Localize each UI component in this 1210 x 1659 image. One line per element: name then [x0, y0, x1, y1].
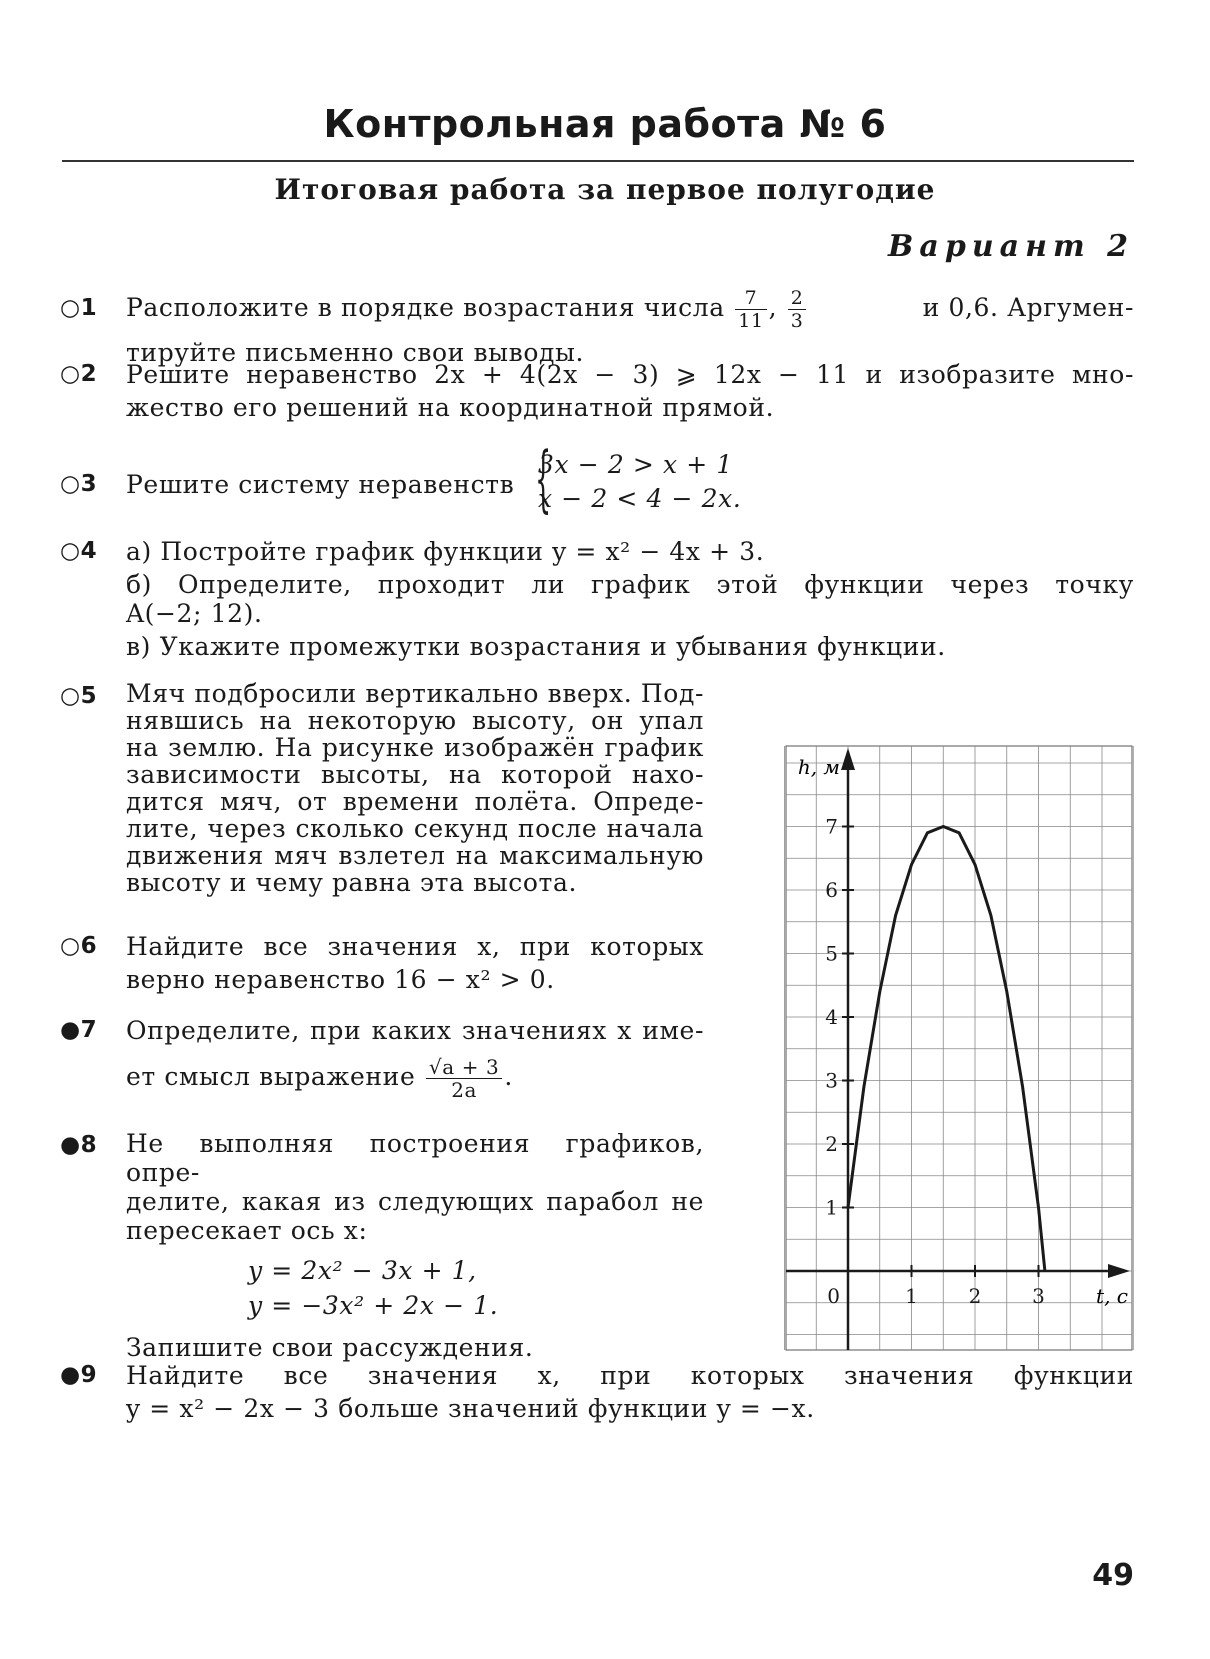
- x-axis-arrow: [1108, 1264, 1130, 1278]
- system-line: x − 2 < 4 − 2x.: [538, 484, 742, 513]
- system-brace: {: [535, 436, 552, 520]
- task-text: y = x² − 2x − 3 больше значений функции y = −x.: [126, 1394, 815, 1423]
- fraction-7-11: $\frac{7}{11}$: [735, 287, 766, 332]
- x-tick-label: 3: [1032, 1284, 1045, 1308]
- task-text: верно неравенство 16 − x² > 0.: [126, 965, 555, 994]
- x-tick-label: 2: [968, 1284, 982, 1308]
- task-text: б) Определите, проходит ли график этой функции через точку: [126, 570, 1134, 599]
- x-tick-label: 0: [827, 1284, 840, 1308]
- y-tick-label: 3: [825, 1068, 838, 1093]
- task-text: движения мяч взлетел на максимальную: [126, 841, 704, 870]
- task-marker: ○2: [60, 361, 98, 387]
- task-text: дится мяч, от времени полёта. Опреде-: [126, 787, 704, 816]
- radical-fraction: $\frac{√a + 3}{2a}$: [426, 1056, 502, 1101]
- variant-label: Вариант 2: [888, 229, 1134, 264]
- page-subtitle: Итоговая работа за первое полугодие: [274, 173, 936, 206]
- task-text: делите, какая из следующих парабол не: [126, 1187, 704, 1216]
- task-marker: ○5: [60, 683, 98, 709]
- task-text: тируйте письменно свои выводы.: [126, 338, 585, 367]
- task-text: Не выполняя построения графиков, опре-: [126, 1129, 704, 1187]
- task-text: нявшись на некоторую высоту, он упал: [126, 706, 704, 735]
- y-tick-label: 4: [825, 1005, 838, 1029]
- parabola-1: y = 2x² − 3x + 1,: [248, 1256, 477, 1285]
- task-text: в) Укажите промежутки возрастания и убывания функции.: [126, 632, 946, 661]
- task-text: жество его решений на координатной прямой.: [126, 393, 775, 422]
- task-text: Определите, при каких значениях x име-: [126, 1016, 704, 1045]
- task-text: Мяч подбросили вертикально вверх. Под-: [126, 679, 704, 708]
- y-tick-label: 6: [825, 878, 838, 902]
- task-text: Решите неравенство 2x + 4(2x − 3) ⩾ 12x − 11 и изобразите мно-: [126, 360, 1134, 389]
- page-number: 49: [1092, 1558, 1134, 1593]
- parabola-2: y = −3x² + 2x − 1.: [248, 1291, 499, 1320]
- y-axis-arrow: [841, 748, 855, 770]
- page-title: Контрольная работа № 6: [323, 102, 887, 146]
- task-marker: ●9: [60, 1362, 98, 1388]
- task-text: пересекает ось x:: [126, 1216, 368, 1245]
- task-text: Найдите все значения x, при которых: [126, 932, 704, 961]
- y-tick-label: 5: [825, 941, 838, 966]
- task-text: на землю. На рисунке изображён график: [126, 733, 704, 762]
- y-tick-label: 1: [825, 1195, 838, 1220]
- task-marker: ●7: [60, 1017, 98, 1043]
- task-marker: ○6: [60, 933, 98, 959]
- task-text: высоту и чему равна эта высота.: [126, 868, 578, 897]
- fraction-2-3: $\frac{2}{3}$: [788, 287, 807, 332]
- task-text: Найдите все значения x, при которых значения функции: [126, 1361, 1134, 1390]
- x-axis-label: t, с: [1096, 1284, 1128, 1308]
- system-line: 3x − 2 > x + 1: [538, 450, 733, 479]
- height-time-chart: [784, 744, 1134, 1352]
- task-text: лите, через сколько секунд после начала: [126, 814, 704, 843]
- y-tick-label: 2: [825, 1132, 838, 1156]
- x-tick-label: 1: [905, 1284, 918, 1308]
- y-axis-label: h, м: [797, 755, 840, 779]
- task-text: и 0,6. Аргумен-: [922, 293, 1134, 322]
- task-marker: ○3: [60, 471, 98, 497]
- task-text: Запишите свои рассуждения.: [126, 1333, 534, 1362]
- task-text: Решите систему неравенств: [126, 470, 515, 499]
- task-text: зависимости высоты, на которой нахо-: [126, 760, 704, 789]
- y-tick-label: 7: [825, 814, 838, 839]
- task-text: Расположите в порядке возрастания числа: [126, 293, 725, 322]
- title-divider: [62, 160, 1134, 162]
- task-marker: ○4: [60, 538, 98, 564]
- task-marker: ○1: [60, 295, 98, 321]
- task-text: а) Постройте график функции y = x² − 4x + 3.: [126, 537, 765, 566]
- task-text: ет смысл выражение: [126, 1062, 416, 1091]
- task-marker: ●8: [60, 1132, 98, 1158]
- task-text: A(−2; 12).: [126, 599, 263, 628]
- chart-ticks: [825, 815, 1045, 1309]
